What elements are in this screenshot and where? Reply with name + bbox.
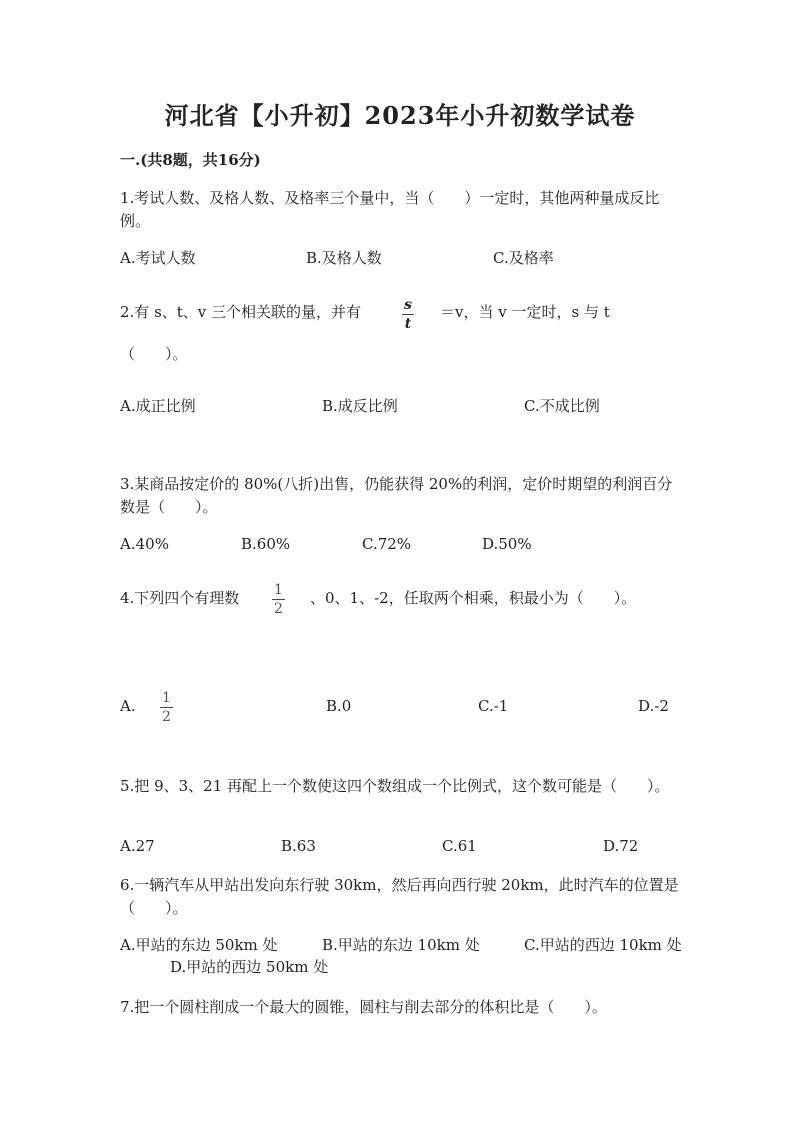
question-2-text-after: ＝v，当 v 一定时，s 与 t xyxy=(440,303,610,321)
question-4-option-a[interactable]: A. xyxy=(120,697,136,715)
question-3-option-c[interactable]: C.72% xyxy=(362,535,412,553)
question-6-option-a[interactable]: A.甲站的东边 50km 处 xyxy=(120,936,278,954)
question-4-option-b[interactable]: B.0 xyxy=(326,697,352,715)
question-2-option-a[interactable]: A.成正比例 xyxy=(120,397,196,415)
question-5-option-c[interactable]: C.61 xyxy=(442,837,477,855)
question-4-fraction xyxy=(272,583,285,616)
question-1-option-b[interactable]: B.及格人数 xyxy=(306,249,382,267)
question-4-option-c[interactable]: C.-1 xyxy=(478,697,509,715)
question-4-fraction-denominator: 2 xyxy=(274,601,283,617)
question-4-option-a-fraction-denominator: 2 xyxy=(162,709,171,725)
question-1-option-a[interactable]: A.考试人数 xyxy=(120,249,196,267)
question-5-option-a[interactable]: A.27 xyxy=(120,837,155,855)
question-2-text-before: 2.有 s、t、v 三个相关联的量，并有 xyxy=(120,303,362,321)
question-2-option-c[interactable]: C.不成比例 xyxy=(524,397,600,415)
question-6-option-b[interactable]: B.甲站的东边 10km 处 xyxy=(322,936,480,954)
question-2-fraction xyxy=(402,298,414,331)
question-6-option-c[interactable]: C.甲站的西边 10km 处 xyxy=(524,936,682,954)
question-7-text: 7.把一个圆柱削成一个最大的圆锥，圆柱与削去部分的体积比是（ ）。 xyxy=(120,998,607,1016)
question-3-option-d[interactable]: D.50% xyxy=(482,535,532,553)
question-4-option-d[interactable]: D.-2 xyxy=(638,697,669,715)
question-5-option-d[interactable]: D.72 xyxy=(603,837,639,855)
question-1-text: 1.考试人数、及格人数、及格率三个量中，当（ ）一定时，其他两种量成反比例。 xyxy=(120,189,660,230)
question-5-text: 5.把 9、3、21 再配上一个数使这四个数组成一个比例式，这个数可能是（ ）。 xyxy=(120,777,670,795)
question-4-text-after: 、0、1、-2，任取两个相乘，积最小为（ ）。 xyxy=(310,589,637,607)
section-heading: 一.(共8题，共16分) xyxy=(120,151,261,169)
question-1-option-c[interactable]: C.及格率 xyxy=(493,249,554,267)
question-4-text-before: 4.下列四个有理数 xyxy=(120,589,240,607)
question-6-option-d[interactable]: D.甲站的西边 50km 处 xyxy=(170,958,329,976)
page-title: 河北省【小升初】2023年小升初数学试卷 xyxy=(164,101,636,130)
question-2-text-line2: （ ）。 xyxy=(120,345,188,363)
question-3-text: 3.某商品按定价的 80%(八折)出售，仍能获得 20%的利润，定价时期望的利润百分数是（ ）。 xyxy=(120,475,673,516)
question-4-option-a-fraction-numerator: 1 xyxy=(162,690,171,706)
question-6-text: 6.一辆汽车从甲站出发向东行驶 30km，然后再向西行驶 20km，此时汽车的位置是（ ）。 xyxy=(120,876,679,917)
question-3-option-a[interactable]: A.40% xyxy=(120,535,169,553)
question-5-option-b[interactable]: B.63 xyxy=(281,837,316,855)
question-2-fraction-denominator: t xyxy=(404,316,412,332)
question-3-option-b[interactable]: B.60% xyxy=(241,535,291,553)
question-4-fraction-numerator: 1 xyxy=(274,582,283,598)
question-2-fraction-numerator: s xyxy=(404,297,412,313)
question-4-option-a-fraction xyxy=(160,691,173,724)
question-2-option-b[interactable]: B.成反比例 xyxy=(322,397,398,415)
